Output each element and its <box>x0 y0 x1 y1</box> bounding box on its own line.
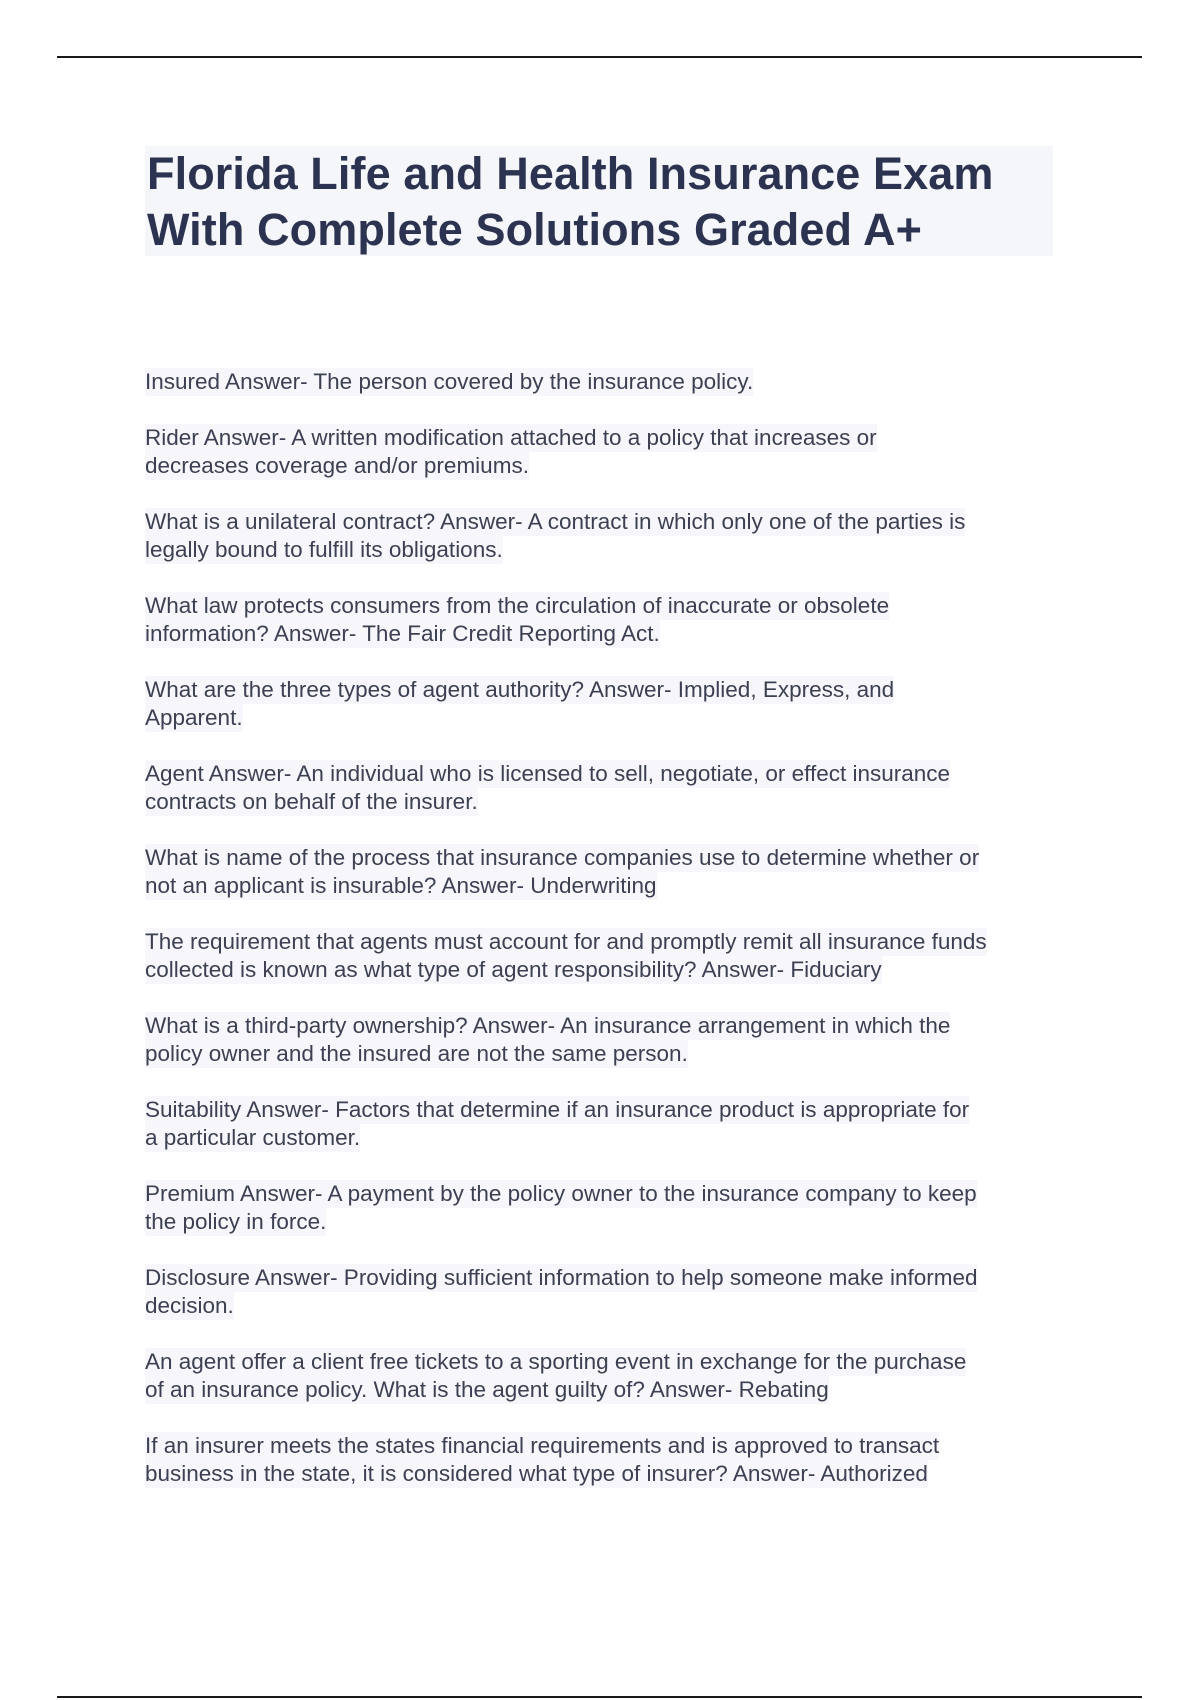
title-line-2: With Complete Solutions Graded A+ <box>147 204 923 255</box>
title-line-1: Florida Life and Health Insurance Exam <box>147 148 994 199</box>
qa-line: What is name of the process that insurance companies use to determine whether or <box>145 845 980 870</box>
qa-item <box>145 1432 1065 1488</box>
qa-line: What is a third-party ownership? Answer- An insurance arrangement in which the <box>145 1013 951 1038</box>
qa-line: Insured Answer- The person covered by the insurance policy. <box>145 369 754 394</box>
qa-line: business in the state, it is considered what type of insurer? Answer- Authorized <box>145 1461 928 1486</box>
qa-line: the policy in force. <box>145 1209 327 1234</box>
qa-line: legally bound to fulfill its obligations. <box>145 537 503 562</box>
qa-line: Suitability Answer- Factors that determine if an insurance product is appropriate for <box>145 1097 970 1122</box>
qa-line: What are the three types of agent authority? Answer- Implied, Express, and <box>145 677 895 702</box>
qa-line: Premium Answer- A payment by the policy owner to the insurance company to keep <box>145 1181 977 1206</box>
qa-item <box>145 368 1065 396</box>
qa-line: collected is known as what type of agent responsibility? Answer- Fiduciary <box>145 957 882 982</box>
qa-line: Disclosure Answer- Providing sufficient information to help someone make informed <box>145 1265 978 1290</box>
qa-item <box>145 1264 1065 1320</box>
qa-line: Apparent. <box>145 705 243 730</box>
qa-item <box>145 1012 1065 1068</box>
qa-list <box>145 368 1065 1516</box>
qa-line: not an applicant is insurable? Answer- Underwriting <box>145 873 657 898</box>
qa-line: Agent Answer- An individual who is licensed to sell, negotiate, or effect insurance <box>145 761 951 786</box>
qa-line: If an insurer meets the states financial requirements and is approved to transact <box>145 1433 940 1458</box>
qa-item <box>145 424 1065 480</box>
document-title <box>147 146 994 258</box>
qa-item <box>145 508 1065 564</box>
qa-item <box>145 1096 1065 1152</box>
qa-item <box>145 844 1065 900</box>
qa-line: What law protects consumers from the circulation of inaccurate or obsolete <box>145 593 890 618</box>
header-rule <box>57 56 1142 58</box>
qa-item <box>145 1180 1065 1236</box>
qa-line: The requirement that agents must account for and promptly remit all insurance funds <box>145 929 987 954</box>
qa-line: What is a unilateral contract? Answer- A contract in which only one of the parties is <box>145 509 966 534</box>
qa-line: decision. <box>145 1293 234 1318</box>
qa-item <box>145 760 1065 816</box>
qa-line: decreases coverage and/or premiums. <box>145 453 529 478</box>
footer-rule <box>57 1696 1142 1698</box>
qa-line: of an insurance policy. What is the agent guilty of? Answer- Rebating <box>145 1377 829 1402</box>
qa-item <box>145 676 1065 732</box>
qa-line: contracts on behalf of the insurer. <box>145 789 478 814</box>
qa-line: An agent offer a client free tickets to a sporting event in exchange for the purchase <box>145 1349 967 1374</box>
qa-line: policy owner and the insured are not the same person. <box>145 1041 688 1066</box>
qa-line: a particular customer. <box>145 1125 361 1150</box>
qa-item <box>145 592 1065 648</box>
qa-line: information? Answer- The Fair Credit Reporting Act. <box>145 621 660 646</box>
qa-item <box>145 1348 1065 1404</box>
qa-line: Rider Answer- A written modification attached to a policy that increases or <box>145 425 877 450</box>
qa-item <box>145 928 1065 984</box>
title-block <box>145 146 1053 256</box>
